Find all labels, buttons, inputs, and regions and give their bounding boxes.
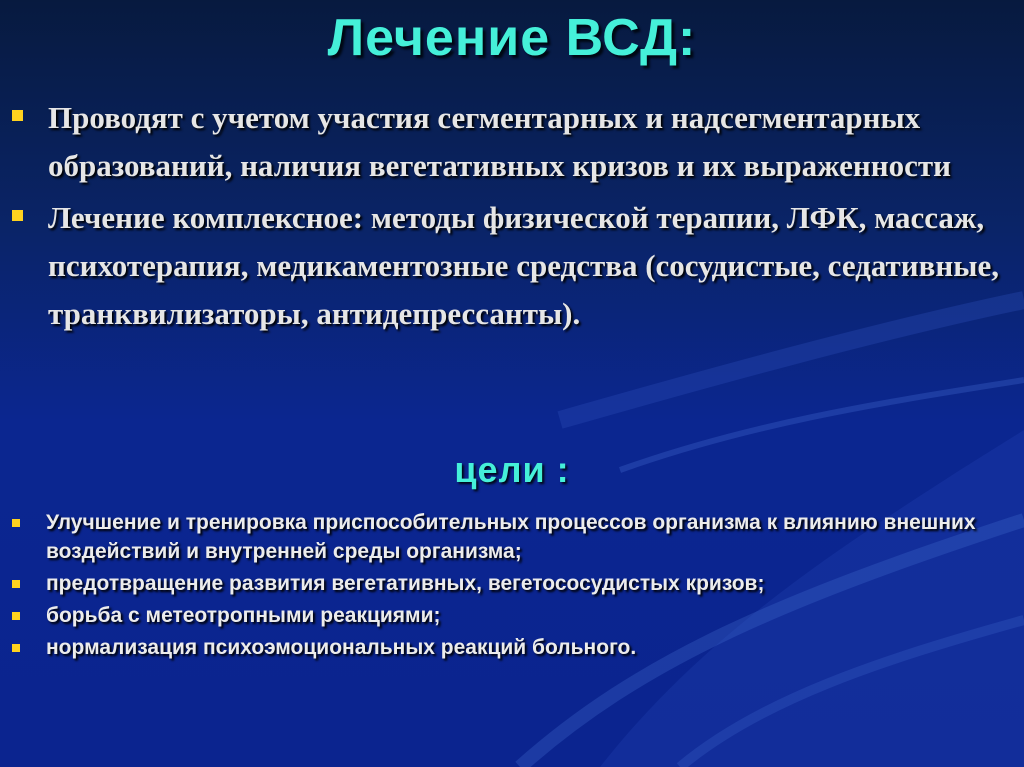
main-point-text: Проводят с учетом участия сегментарных и надсегментарных образований, наличия вегетативных кризов и их выраженности	[48, 100, 951, 183]
goal-text: борьба с метеотропными реакциями;	[46, 604, 441, 627]
goal-text: предотвращение развития вегетативных, вегетососудистых кризов;	[46, 572, 765, 595]
bullet-square-icon	[12, 519, 20, 527]
list-item	[10, 94, 1015, 190]
goal-text: Улучшение и тренировка приспособительных процессов организма к влиянию внешних воздействий и внутренней среды организма;	[46, 511, 976, 563]
bullet-square-icon	[12, 580, 20, 588]
bullet-square-icon	[12, 110, 23, 121]
goals-heading: цели :	[454, 449, 570, 490]
main-point-text: Лечение комплексное: методы физической терапии, ЛФК, массаж, психотерапия, медикаментозные средства (сосудистые, седативные, транквилизаторы, антидепрессанты).	[48, 200, 999, 331]
goals-list	[10, 508, 1015, 665]
list-item	[10, 508, 1015, 566]
bullet-square-icon	[12, 612, 20, 620]
bullet-square-icon	[12, 644, 20, 652]
list-item	[10, 194, 1015, 338]
slide-title: Лечение ВСД:	[327, 9, 697, 67]
list-item	[10, 569, 1015, 598]
list-item	[10, 601, 1015, 630]
list-item	[10, 633, 1015, 662]
goal-text: нормализация психоэмоциональных реакций больного.	[46, 636, 637, 659]
main-points-list	[10, 94, 1015, 342]
bullet-square-icon	[12, 210, 23, 221]
